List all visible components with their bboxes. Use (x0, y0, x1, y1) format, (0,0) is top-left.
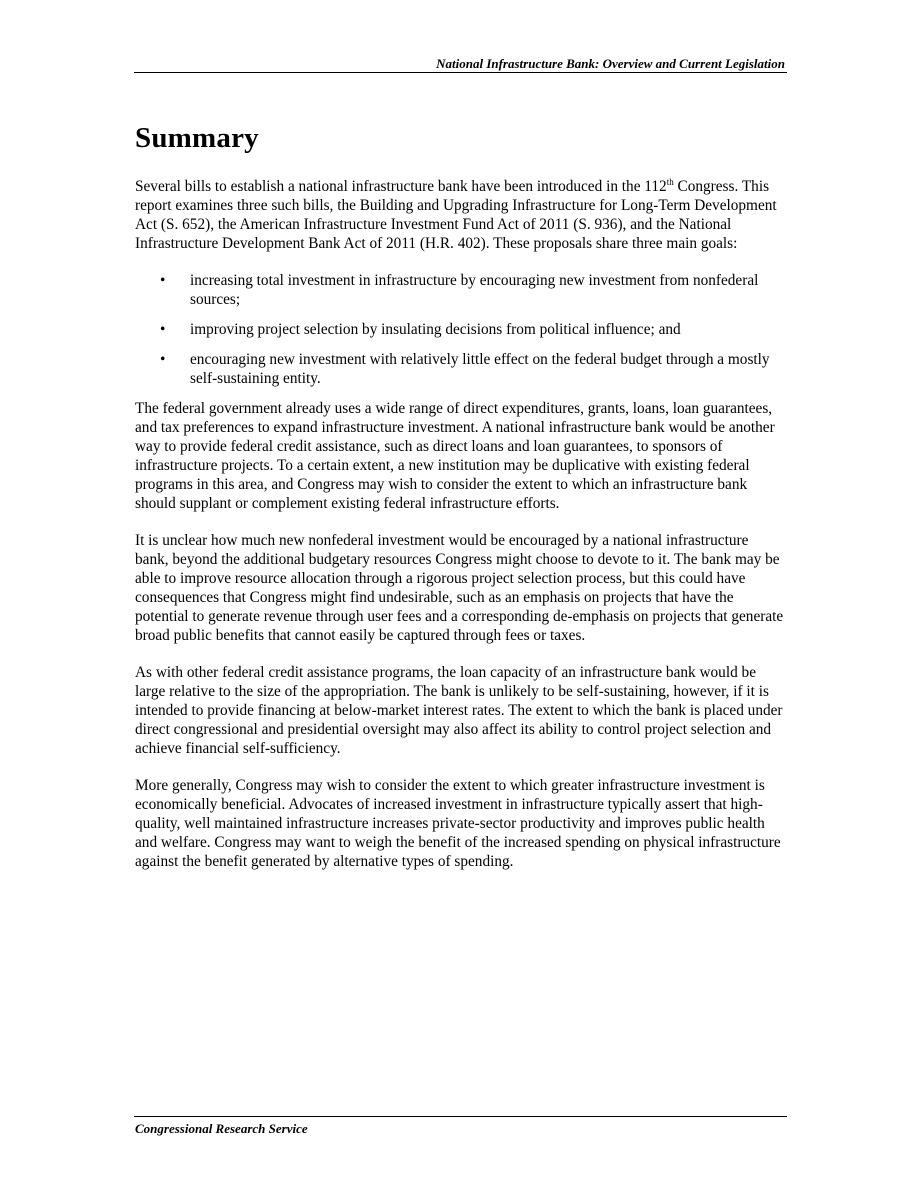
bullet-icon: • (160, 321, 166, 338)
list-item: • encouraging new investment with relatively little effect on the federal budget through a mostly self-sustaining entity. (160, 351, 770, 387)
list-item: • improving project selection by insulating decisions from political influence; and (160, 321, 681, 338)
page-title: Summary (135, 122, 259, 154)
footer-rule (134, 1116, 787, 1117)
bullet-icon: • (160, 272, 166, 289)
goals-list (135, 271, 785, 388)
summary-body (135, 177, 785, 889)
paragraph: More generally, Congress may wish to consider the extent to which greater infrastructure investment is economically beneficial. Advocates of increased investment in infrastructure typically assert that high-quality, well maintained infrastructure increases private-sector productivity and improves public health and welfare. Congress may want to weigh the benefit of the increased spending on physical infrastructure against the benefit generated by alternative types of spending. (135, 777, 781, 870)
header-rule (134, 72, 787, 73)
running-footer: Congressional Research Service (135, 1121, 308, 1136)
bullet-icon: • (160, 351, 166, 368)
list-item: • increasing total investment in infrastructure by encouraging new investment from nonfederal sources; (160, 272, 759, 308)
paragraph: As with other federal credit assistance programs, the loan capacity of an infrastructure bank would be large relative to the size of the appropriation. The bank is unlikely to be self-sustaining, however, if it is intended to provide financing at below-market interest rates. The extent to which the bank is placed under direct congressional and presidential oversight may also affect its ability to control project selection and achieve financial self-sufficiency. (135, 664, 783, 757)
ordinal-suffix: th (666, 177, 674, 187)
running-header: National Infrastructure Bank: Overview and Current Legislation (436, 56, 785, 71)
paragraph: The federal government already uses a wide range of direct expenditures, grants, loans, loan guarantees, and tax preferences to expand infrastructure investment. A national infrastructure bank would be another way to provide federal credit assistance, such as direct loans and loan guarantees, to sponsors of infrastructure projects. To a certain extent, a new institution may be duplicative with existing federal programs in this area, and Congress may wish to consider the extent to which an infrastructure bank should supplant or complement existing federal infrastructure efforts. (135, 400, 775, 512)
intro-paragraph: Several bills to establish a national infrastructure bank have been introduced in the 112th Congress. This report examines three such bills, the Building and Upgrading Infrastructure for Long-Term Development Act (S. 652), the American Infrastructure Investment Fund Act of 2011 (S. 936), and the National Infrastructure Development Bank Act of 2011 (H.R. 402). These proposals share three main goals: (135, 177, 777, 252)
paragraph: It is unclear how much new nonfederal investment would be encouraged by a national infrastructure bank, beyond the additional budgetary resources Congress might choose to devote to it. The bank may be able to improve resource allocation through a rigorous project selection process, but this could have consequences that Congress might find undesirable, such as an emphasis on projects that have the potential to generate revenue through user fees and a corresponding de-emphasis on projects that generate broad public benefits that cannot easily be captured through fees or taxes. (135, 532, 784, 644)
